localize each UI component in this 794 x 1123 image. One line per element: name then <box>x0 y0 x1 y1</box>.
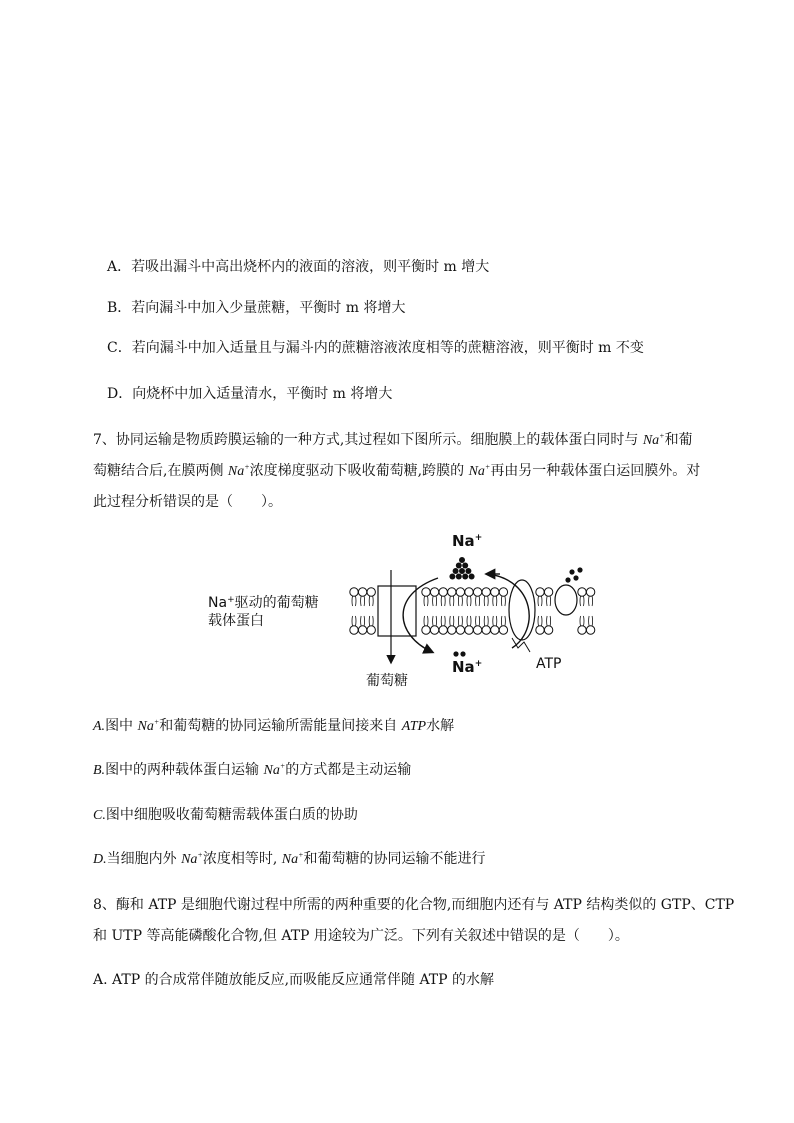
lipid-head <box>536 616 544 634</box>
q7-option-b <box>93 760 411 781</box>
q8-option-a: A. ATP 的合成常伴随放能反应,而吸能反应通常伴随 ATP 的水解 <box>93 972 495 988</box>
lipid-head <box>448 588 456 606</box>
q7-stem-text: 浓度梯度驱动下吸收葡萄糖,跨膜的 <box>249 463 469 479</box>
q7-stem-text: 7、协同运输是物质跨膜运输的一种方式,其过程如下图所示。细胞膜上的载体蛋白同时与 <box>93 432 643 448</box>
lipid-head <box>499 616 507 634</box>
na-ion-dot <box>459 557 465 563</box>
lipid-head <box>422 616 430 634</box>
option-text: 和葡萄糖的协同运输所需能量间接来自 <box>159 718 402 734</box>
lipid-head <box>358 588 366 606</box>
na-cluster-outside <box>449 557 474 580</box>
lipid-head <box>439 588 447 606</box>
option-text: 图中 <box>105 718 138 734</box>
lipid-head <box>536 588 544 606</box>
option-letter: A. <box>93 719 106 734</box>
na-ion: Na+ <box>281 850 304 867</box>
q7-stem-line1 <box>93 430 693 451</box>
lipid-head <box>448 616 456 634</box>
atp-term: ATP <box>401 719 427 734</box>
option-text: 图中细胞吸收葡萄糖需载体蛋白质的协助 <box>105 807 358 823</box>
phosphate-dots <box>565 567 582 582</box>
na-ion: Na+ <box>137 717 160 734</box>
na-ion-dot <box>449 574 455 580</box>
q6-option-a: A．若吸出漏斗中高出烧杯内的液面的溶液，则平衡时 m 增大 <box>107 259 490 275</box>
glucose-label: 葡萄糖 <box>366 673 408 689</box>
lipid-head <box>465 616 473 634</box>
lipid-head <box>465 588 473 606</box>
q7-stem-line3: 此过程分析错误的是（ ）。 <box>93 494 282 510</box>
q8-stem-line2: 和 UTP 等高能磷酸化合物,但 ATP 用途较为广泛。下列有关叙述中错误的是（ ）。 <box>93 928 629 944</box>
lipid-head <box>586 588 594 606</box>
q7-option-d <box>93 849 485 870</box>
q7-stem-text: 和葡 <box>664 432 693 448</box>
na-ion-dot <box>462 574 468 580</box>
lipid-head <box>586 616 594 634</box>
na-ion: Na+ <box>263 761 286 778</box>
option-text: 和葡萄糖的协同运输不能进行 <box>303 851 486 867</box>
na-ion: Na+ <box>468 462 491 479</box>
na-ion-dot <box>456 563 462 569</box>
lipid-head <box>544 616 552 634</box>
lipid-head <box>350 588 358 606</box>
na-ion: Na+ <box>227 462 250 479</box>
q7-stem-text: 再由另一种载体蛋白运回膜外。对 <box>490 463 701 479</box>
lipid-head <box>544 588 552 606</box>
option-text: 图中的两种载体蛋白运输 <box>105 762 264 778</box>
lipid-head <box>439 616 447 634</box>
lipid-head <box>422 588 430 606</box>
option-text: 的方式都是主动运输 <box>285 762 412 778</box>
lipid-head <box>367 616 375 634</box>
glucose-carrier-protein <box>378 586 416 636</box>
q8-stem-line1: 8、酶和 ATP 是细胞代谢过程中所需的两种重要的化合物,而细胞内还有与 ATP 结构类似的 GTP、CTP <box>93 897 735 913</box>
option-text: 浓度相等时, <box>202 851 282 867</box>
lipid-head <box>491 588 499 606</box>
lipid-head <box>456 588 464 606</box>
lipid-head <box>430 616 438 634</box>
q7-stem-text: 萄糖结合后,在膜两侧 <box>93 463 228 479</box>
lipid-head <box>473 616 481 634</box>
na-ion-dot <box>465 568 471 574</box>
carrier-label-line1: Na+驱动的葡萄糖 <box>208 595 319 611</box>
lipid-head <box>456 616 464 634</box>
carrier-label-line2: 载体蛋白 <box>208 613 264 629</box>
membrane-protein <box>555 585 577 615</box>
lipid-head <box>482 588 490 606</box>
lipid-head <box>578 616 586 634</box>
na-ion-dot <box>453 568 459 574</box>
lipid-head <box>482 616 490 634</box>
lipid-head <box>358 616 366 634</box>
q6-option-d: D．向烧杯中加入适量清水，平衡时 m 将增大 <box>107 386 393 402</box>
option-text: 水解 <box>426 718 455 734</box>
q7-option-a <box>93 716 454 737</box>
option-letter: B. <box>93 763 106 778</box>
q6-option-c: C．若向漏斗中加入适量且与漏斗内的蔗糖溶液浓度相等的蔗糖溶液，则平衡时 m 不变 <box>107 340 644 356</box>
lipid-head <box>430 588 438 606</box>
q7-stem-line2 <box>93 461 700 482</box>
option-letter: C. <box>93 808 106 823</box>
na-ion: Na+ <box>642 431 665 448</box>
option-letter: D. <box>93 852 107 867</box>
q6-option-b: B．若向漏斗中加入少量蔗糖，平衡时 m 将增大 <box>107 300 406 316</box>
na-ion-dot <box>459 568 465 574</box>
option-text: 当细胞内外 <box>106 851 182 867</box>
na-label-top: Na+ <box>452 532 483 550</box>
lipid-head <box>491 616 499 634</box>
na-ion-dot <box>469 574 475 580</box>
lipid-head <box>473 588 481 606</box>
membrane-cotransport-figure <box>200 530 600 700</box>
q7-option-c <box>93 805 358 826</box>
na-ion-dot <box>462 563 468 569</box>
lipid-head <box>350 616 358 634</box>
na-label-bottom: Na+ <box>452 658 483 676</box>
na-ion: Na+ <box>181 850 203 867</box>
na-dots-inside <box>453 651 465 656</box>
na-pump-protein <box>509 580 535 640</box>
na-ion-dot <box>456 574 462 580</box>
lipid-head <box>367 588 375 606</box>
lipid-head <box>499 588 507 606</box>
lipid-head <box>578 588 586 606</box>
atp-label: ATP <box>536 656 562 672</box>
